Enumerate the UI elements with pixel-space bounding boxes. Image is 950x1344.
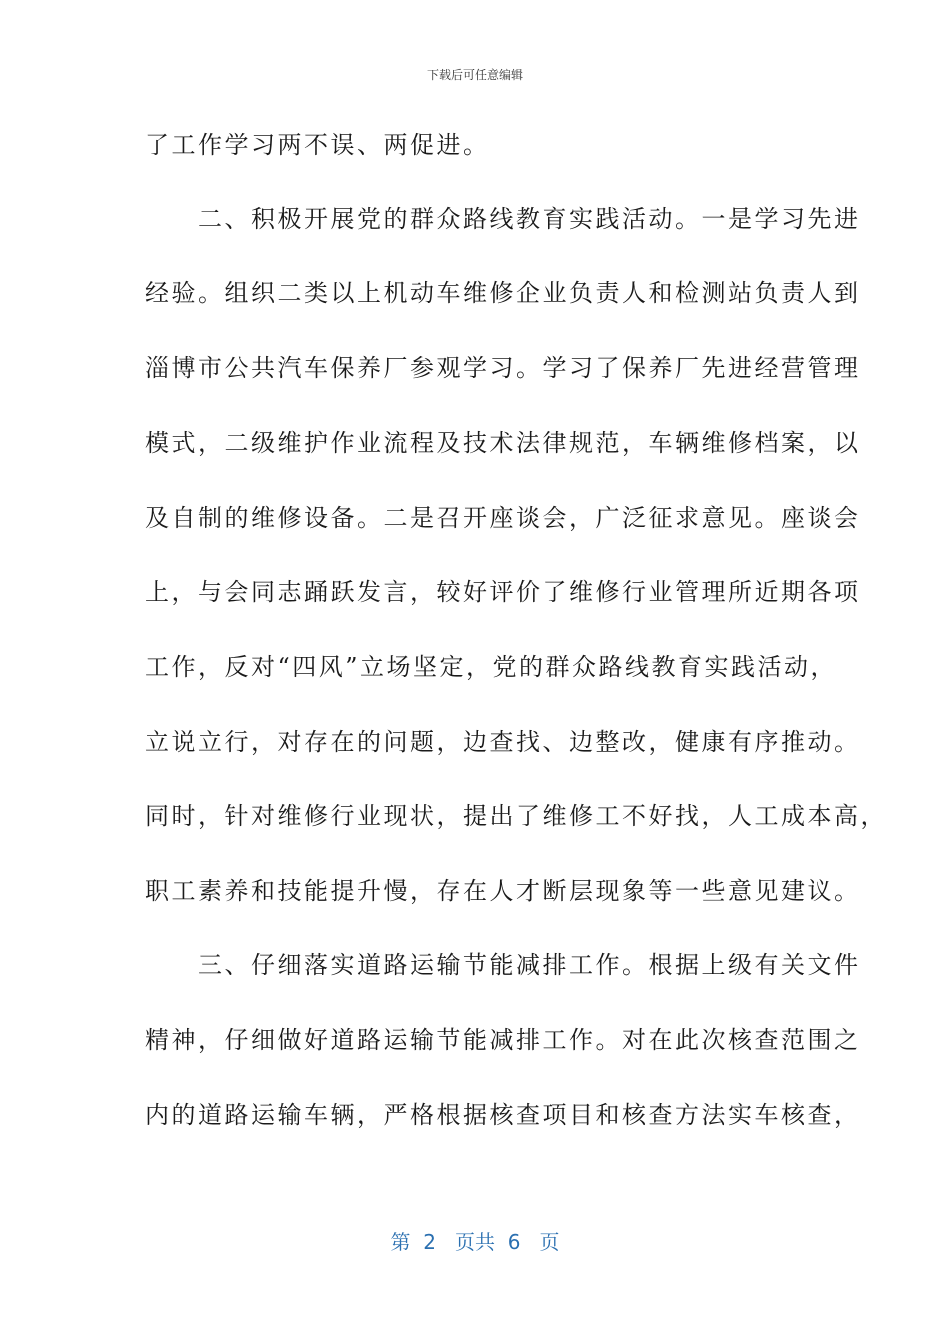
body-line: 精神，仔细做好道路运输节能减排工作。对在此次核查范围之: [145, 1026, 861, 1054]
header-note: 下载后可任意编辑: [426, 68, 523, 82]
body-line: 三、仔细落实道路运输节能减排工作。根据上级有关文件: [145, 951, 861, 979]
body-line: 立说立行，对存在的问题，边查找、边整改，健康有序推动。: [145, 728, 861, 756]
body-line: 了工作学习两不误、两促进。: [145, 131, 490, 159]
body-line: 工作，反对“四风”立场坚定，党的群众路线教育实践活动，: [145, 653, 838, 681]
body-line: 同时，针对维修行业现状，提出了维修工不好找，人工成本高，: [145, 802, 887, 830]
body-line: 二、积极开展党的群众路线教育实践活动。一是学习先进: [145, 205, 861, 233]
body-line: 上，与会同志踊跃发言，较好评价了维修行业管理所近期各项: [145, 578, 861, 606]
body-line: 及自制的维修设备。二是召开座谈会，广泛征求意见。座谈会: [145, 504, 861, 532]
body-line: 模式，二级维护作业流程及技术法律规范，车辆维修档案，以: [145, 429, 861, 457]
body-line: 内的道路运输车辆，严格根据核查项目和核查方法实车核查，: [145, 1101, 861, 1129]
body-line: 职工素养和技能提升慢，存在人才断层现象等一些意见建议。: [145, 877, 861, 905]
page-number-footer: 第 2 页共 6 页: [390, 1230, 560, 1254]
body-line: 经验。组织二类以上机动车维修企业负责人和检测站负责人到: [145, 279, 861, 307]
body-line: 淄博市公共汽车保养厂参观学习。学习了保养厂先进经营管理: [145, 354, 861, 382]
